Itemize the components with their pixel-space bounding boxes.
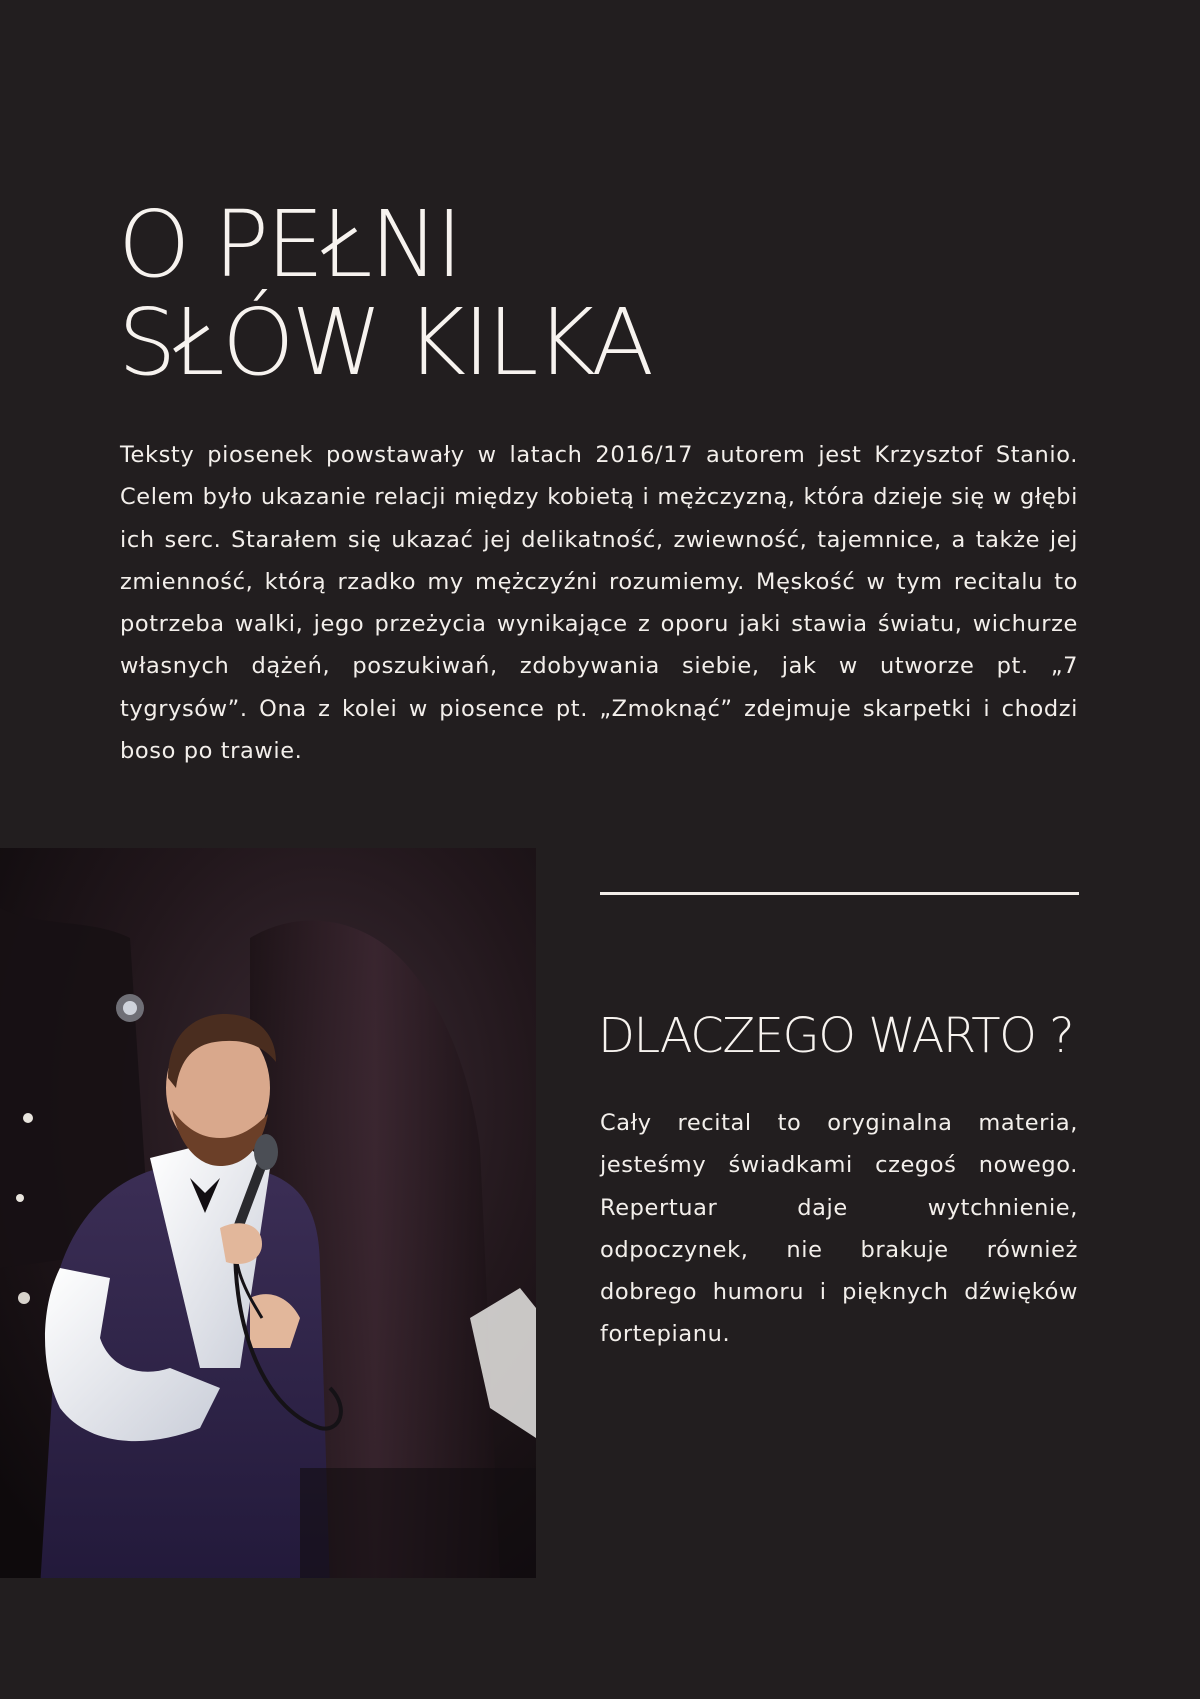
page-title-line-2: SŁÓW KILKA [118, 289, 652, 396]
page-title-line-1: O PEŁNI [118, 191, 460, 298]
intro-paragraph: Teksty piosenek powstawały w latach 2016/17 autorem jest Krzysztof Stanio. Celem było ukazanie relacji między kobietą i mężczyzną, która dzieje się w głębi ich serc. Starałem się ukazać jej delikatność, zwiewność, tajemnice, a także jej zmienność, którą rzadko my mężczyźni rozumiemy. Męskość w tym recitalu to potrzeba walki, jego przeżycia wynikające z oporu jaki stawia światu, wichurze własnych dążeń, poszukiwań, zdobywania siebie, jak w utworze pt. „7 tygrysów”. Ona z kolei w piosence pt. „Zmoknąć” zdejmuje skarpetki i chodzi boso po trawie. [120, 442, 1078, 765]
singer-photo [0, 848, 536, 1578]
section-divider [600, 892, 1079, 895]
page-title [118, 191, 652, 396]
why-title: DLACZEGO WARTO ? [598, 1008, 1074, 1064]
singer-photo-illustration [0, 848, 536, 1578]
why-paragraph: Cały recital to oryginalna materia, jesteśmy świadkami czegoś nowego. Repertuar daje wytchnienie, odpoczynek, nie brakuje również dobrego humoru i pięknych dźwięków fortepianu. [600, 1110, 1078, 1348]
